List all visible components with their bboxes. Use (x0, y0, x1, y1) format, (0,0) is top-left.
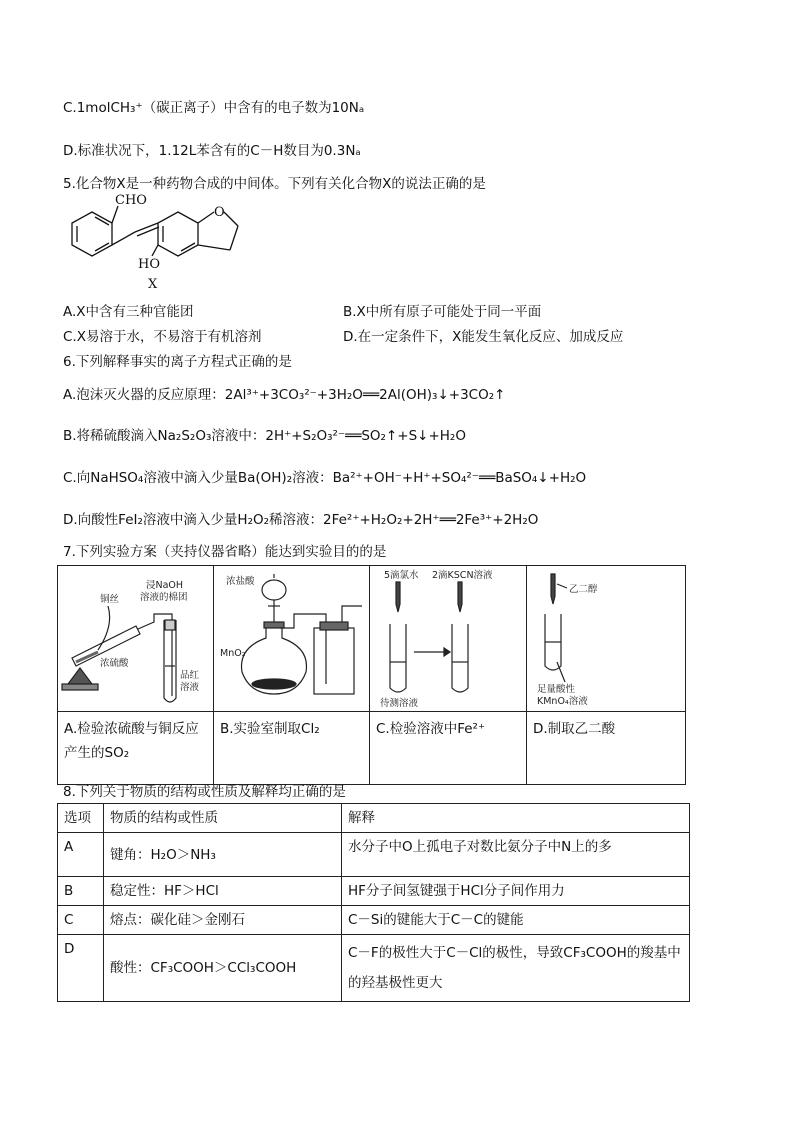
apparatus-c (370, 566, 527, 712)
row-b-property: 稳定性：HF＞HCl (104, 877, 342, 906)
row-d-property: 酸性：CF₃COOH＞CCl₃COOH (104, 935, 342, 1002)
kmno4-label-2: KMnO₄溶液 (537, 696, 588, 707)
conc-sulfuric-label: 浓硫酸 (100, 658, 129, 669)
caption-d: D.制取乙二酸 (527, 712, 686, 785)
apparatus-b (214, 566, 370, 712)
test-solution-label: 待测溶液 (380, 698, 419, 709)
row-a-property: 键角：H₂O＞NH₃ (104, 833, 342, 877)
q4-option-d: D.标准状况下，1.12L苯含有的C－H数目为0.3Nₐ (63, 143, 361, 159)
header-property: 物质的结构或性质 (104, 804, 342, 833)
compound-x-structure (60, 192, 260, 300)
row-b-option: B (58, 877, 104, 906)
row-a-reason: 水分子中O上孤电子对数比氨分子中N上的多 (342, 833, 690, 877)
q5-option-a: A.X中含有三种官能团 (63, 304, 194, 320)
cotton-label-2: 溶液的棉团 (140, 592, 188, 603)
q5-option-d: D.在一定条件下，X能发生氧化反应、加成反应 (343, 329, 624, 345)
header-reason: 解释 (342, 804, 690, 833)
row-c-option: C (58, 906, 104, 935)
row-c-property: 熔点：碳化硅＞金刚石 (104, 906, 342, 935)
q6-stem: 6.下列解释事实的离子方程式正确的是 (63, 354, 292, 370)
q8-row-b (58, 877, 690, 906)
copper-wire-label: 铜丝 (100, 594, 120, 605)
apparatus-d (527, 566, 686, 712)
kmno4-label-1: 足量酸性 (537, 684, 576, 695)
oh-label: HO (138, 257, 160, 272)
ethylene-glycol-label: 乙二醇 (569, 584, 598, 595)
conc-hcl-label: 浓盐酸 (226, 576, 255, 587)
row-b-reason: HF分子间氢键强于HCl分子间作用力 (342, 877, 690, 906)
row-c-reason: C－Si的键能大于C－C的键能 (342, 906, 690, 935)
experiment-table (57, 565, 686, 785)
row-d-reason: C－F的极性大于C－Cl的极性，导致CF₃COOH的羧基中的羟基极性更大 (342, 935, 690, 1002)
q5-option-c: C.X易溶于水，不易溶于有机溶剂 (63, 329, 262, 345)
kscn-label: 2滴KSCN溶液 (432, 570, 493, 581)
q6-option-c: C.向NaHSO₄溶液中滴入少量Ba(OH)₂溶液：Ba²⁺+OH⁻+H⁺+SO₄²⁻══BaSO₄↓+H₂O (63, 470, 587, 486)
chlorine-water-label: 5滴氯水 (384, 570, 419, 581)
header-option: 选项 (58, 804, 104, 833)
q4-option-c: C.1molCH₃⁺（碳正离子）中含有的电子数为10Nₐ (63, 100, 365, 116)
ring-oxygen-label: O (214, 205, 225, 220)
cotton-label-1: 浸NaOH (146, 580, 184, 591)
caption-b: B.实验室制取Cl₂ (214, 712, 370, 785)
apparatus-a (58, 566, 214, 712)
q5-option-b: B.X中所有原子可能处于同一平面 (343, 304, 542, 320)
mno2-label: MnO₂ (220, 648, 246, 659)
q8-header-row (58, 804, 690, 833)
cho-label: CHO (115, 193, 147, 208)
row-a-option: A (58, 833, 104, 877)
caption-a: A.检验浓硫酸与铜反应产生的SO₂ (58, 712, 214, 785)
q6-option-d: D.向酸性FeI₂溶液中滴入少量H₂O₂稀溶液：2Fe²⁺+H₂O₂+2H⁺══2Fe³⁺+2H₂O (63, 512, 539, 528)
fuchsine-label-2: 溶液 (180, 682, 200, 693)
q8-row-a (58, 833, 690, 877)
caption-c: C.检验溶液中Fe²⁺ (370, 712, 527, 785)
row-d-option: D (58, 935, 104, 1002)
q7-stem: 7.下列实验方案（夹持仪器省略）能达到实验目的的是 (63, 544, 387, 560)
q6-option-a: A.泡沫灭火器的反应原理：2Al³⁺+3CO₃²⁻+3H₂O══2Al(OH)₃↓+3CO₂↑ (63, 387, 506, 403)
q5-stem: 5.化合物X是一种药物合成的中间体。下列有关化合物X的说法正确的是 (63, 176, 486, 192)
q6-option-b: B.将稀硫酸滴入Na₂S₂O₃溶液中：2H⁺+S₂O₃²⁻══SO₂↑+S↓+H₂O (63, 428, 466, 444)
q8-row-c (58, 906, 690, 935)
q8-stem: 8.下列关于物质的结构或性质及解释均正确的是 (63, 784, 346, 800)
q8-row-d (58, 935, 690, 1002)
fuchsine-label-1: 品红 (180, 670, 200, 681)
compound-x-label: X (148, 277, 158, 292)
q8-table (57, 803, 690, 1002)
